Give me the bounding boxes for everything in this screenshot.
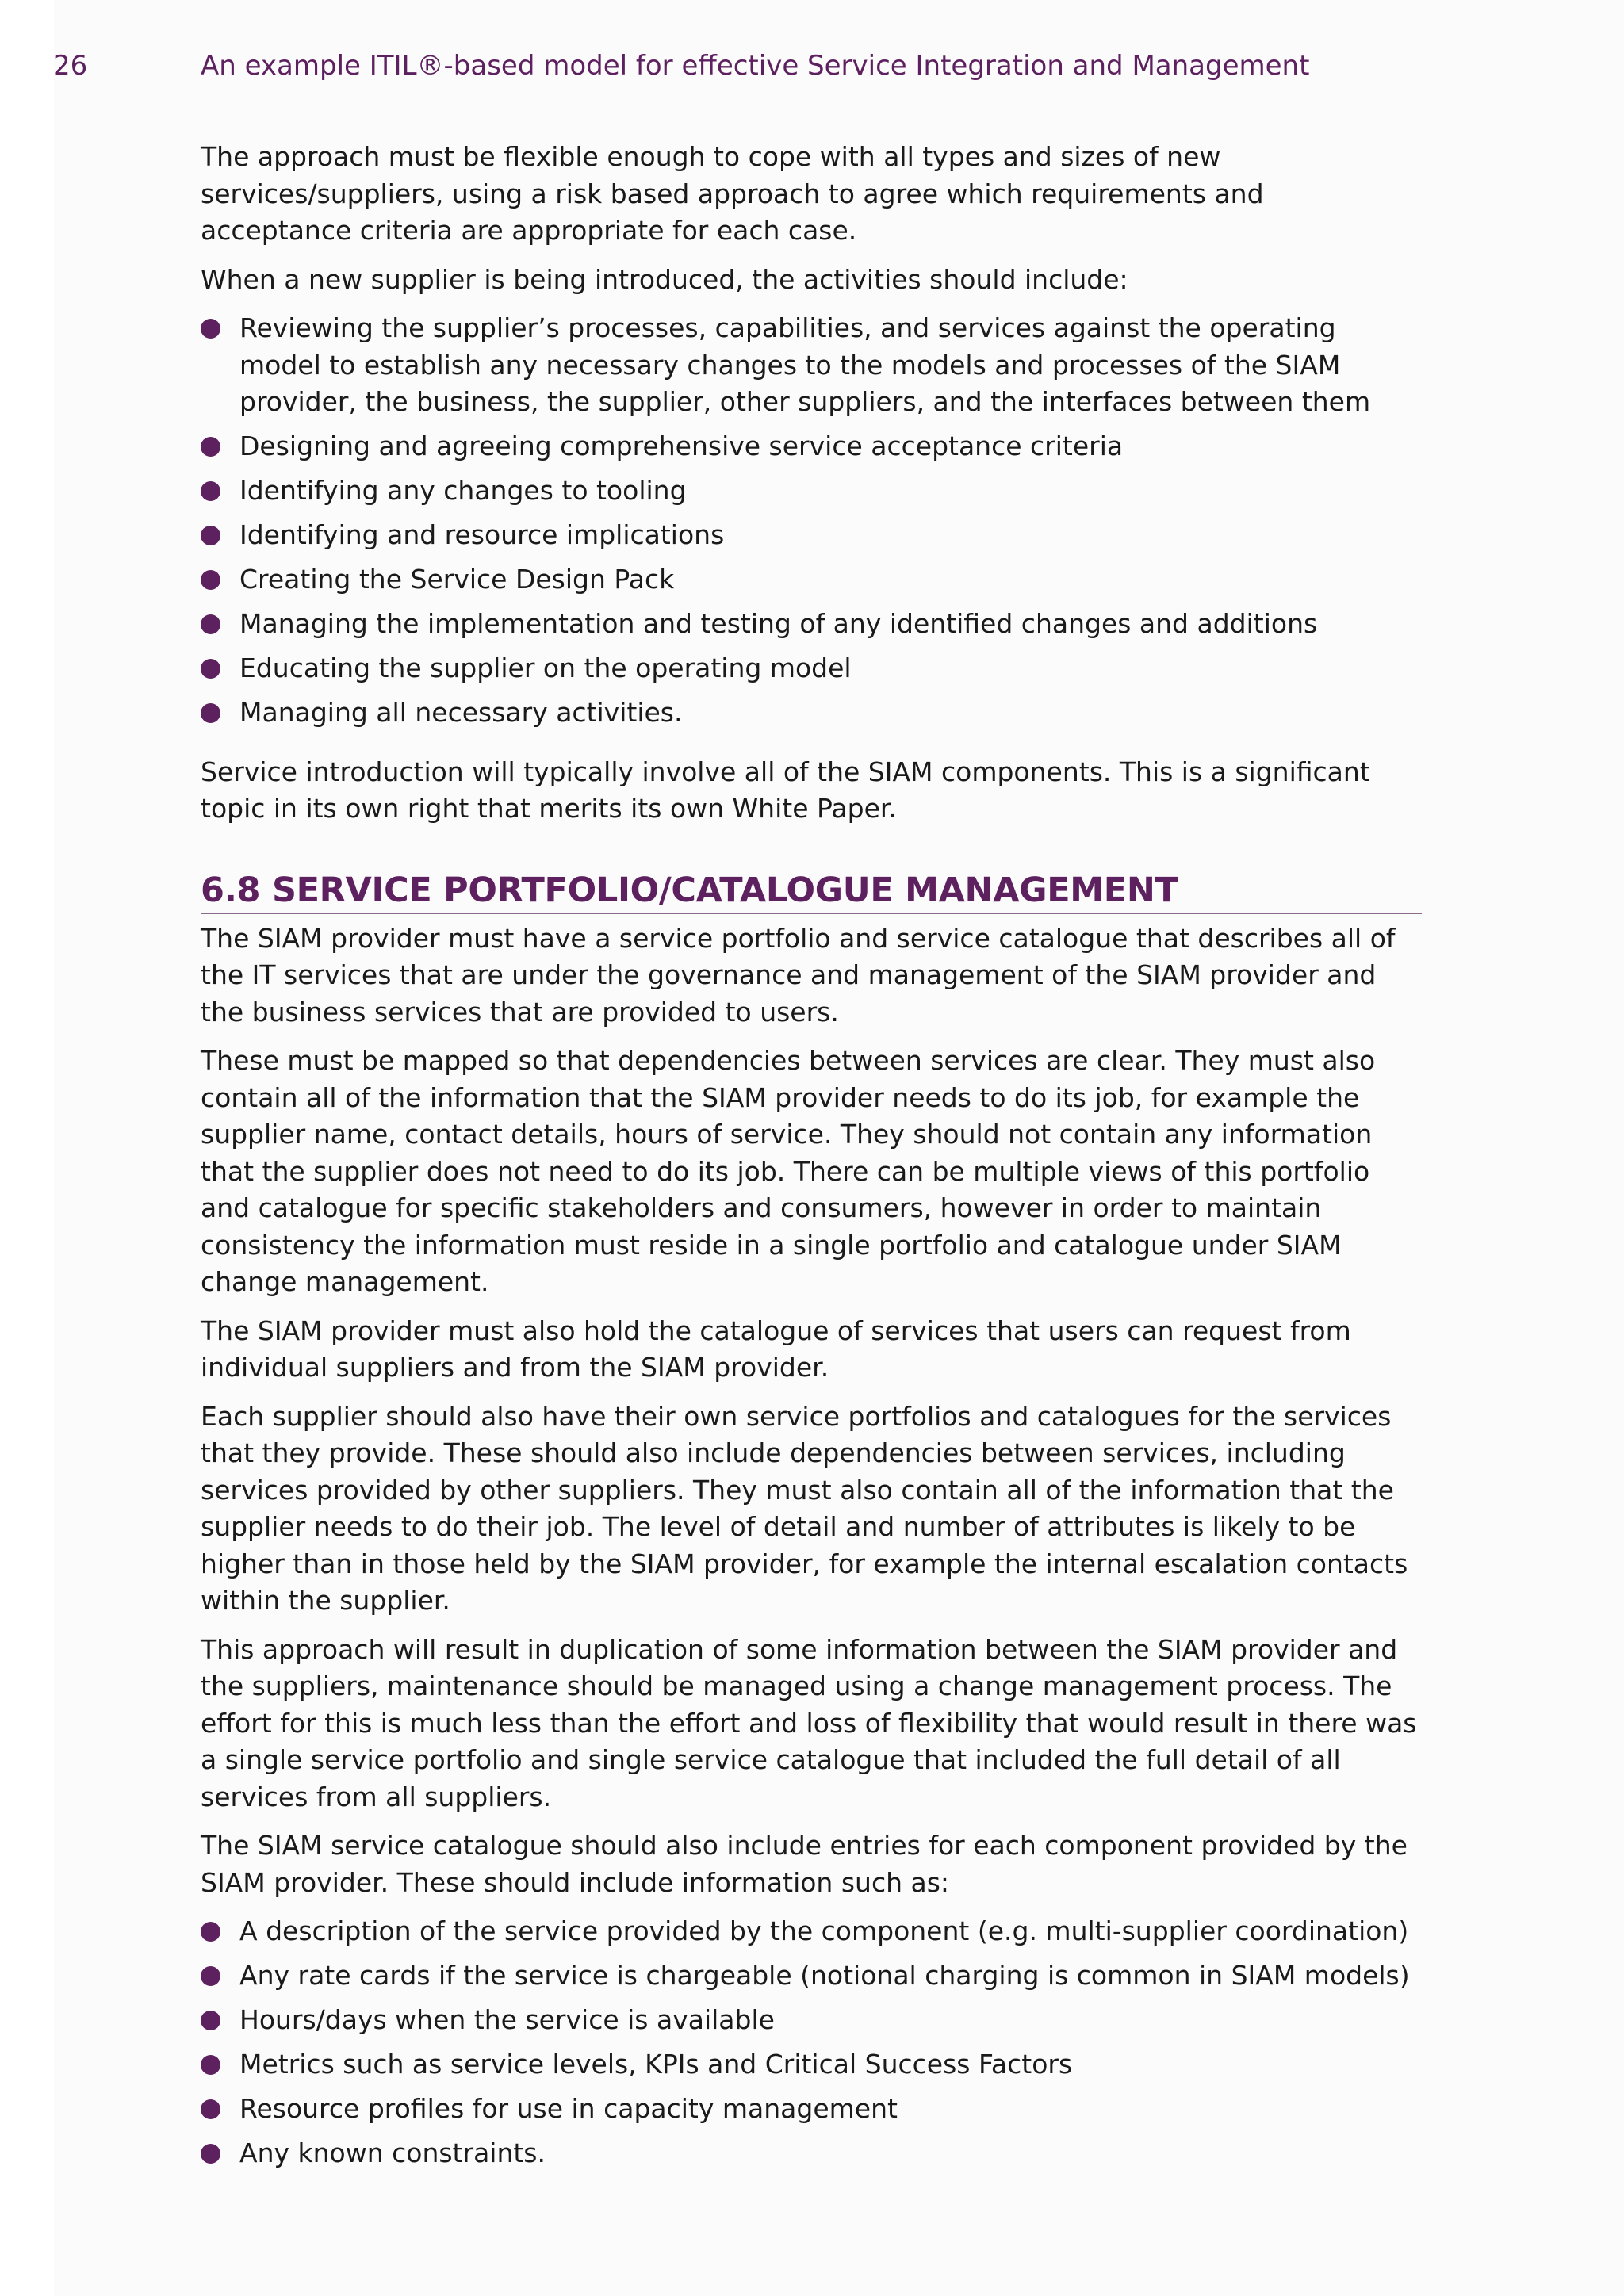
list-item [201, 517, 1422, 554]
bullet-icon [201, 1966, 220, 1986]
section-paragraph-3: The SIAM provider must also hold the catalogue of services that users can request from individual suppliers and from the SIAM provider. [201, 1314, 1351, 1383]
list-item [201, 2002, 1422, 2039]
section-paragraph-6: The SIAM service catalogue should also include entries for each component provided by the SIAM provider. These should include information such as: [201, 1830, 1408, 1898]
bullet-icon [201, 319, 220, 339]
list-item-text: A description of the service provided by the component (e.g. multi-supplier coordination) [239, 1915, 1409, 1946]
catalogue-entries-list [201, 1913, 1422, 2172]
list-item [201, 2135, 1422, 2172]
bullet-icon [201, 526, 220, 545]
list-item-text: Identifying and resource implications [239, 519, 725, 550]
list-item-text: Identifying any changes to tooling [239, 475, 687, 506]
bullet-icon [201, 570, 220, 590]
list-item [201, 650, 1422, 687]
bullet-icon [201, 2011, 220, 2030]
list-item-text: Any known constraints. [239, 2137, 546, 2168]
supplier-activities-list [201, 310, 1422, 732]
list-item-text: Resource profiles for use in capacity management [239, 2093, 898, 2124]
bullet-icon [201, 2099, 220, 2119]
section-paragraph-1: The SIAM provider must have a service portfolio and service catalogue that describes all of the IT services that are under the governance and management of the SIAM provider and the business services that are provided to users. [201, 922, 1396, 1027]
list-item-text: Hours/days when the service is available [239, 2004, 775, 2035]
section-paragraph-5: This approach will result in duplication of some information between the SIAM provider and the suppliers, maintenance should be managed using a change management process. The effort for this is much less than the effort and loss of flexibility that would result in there was a single service portfolio and single service catalogue that included the full detail of all services from all suppliers. [201, 1633, 1417, 1812]
list-item-text: Educating the supplier on the operating model [239, 652, 852, 683]
section-divider [201, 913, 1422, 914]
list-item-text: Creating the Service Design Pack [239, 564, 675, 595]
running-title: An example ITIL®-based model for effective Service Integration and Management [201, 50, 1310, 82]
bullet-icon [201, 614, 220, 634]
bullet-icon [201, 2055, 220, 2075]
page-number: 26 [53, 50, 88, 82]
list-item [201, 2091, 1422, 2128]
intro-paragraph-3: Service introduction will typically involve all of the SIAM components. This is a significant topic in its own right that merits its own White Paper. [201, 756, 1370, 824]
list-item-text: Reviewing the supplier’s processes, capabilities, and services against the operating model to establish any necessary changes to the models and processes of the SIAM provider, the business, the supplier, other suppliers, and the interfaces between them [239, 312, 1371, 417]
list-item [201, 2046, 1422, 2084]
bullet-icon [201, 1922, 220, 1942]
bullet-icon [201, 703, 220, 723]
list-item-text: Managing the implementation and testing of any identified changes and additions [239, 608, 1318, 639]
section-paragraph-2: These must be mapped so that dependencies between services are clear. They must also contain all of the information that the SIAM provider needs to do its job, for example the supplier name, contact details, hours of service. They should not contain any information that the supplier does not need to do its job. There can be multiple views of this portfolio and catalogue for specific stakeholders and consumers, however in order to maintain consistency the information must reside in a single portfolio and catalogue under SIAM change management. [201, 1045, 1376, 1297]
page-content [201, 139, 1422, 2195]
bullet-icon [201, 2144, 220, 2164]
list-item [201, 1913, 1422, 1950]
bullet-icon [201, 437, 220, 457]
list-item [201, 695, 1422, 732]
intro-paragraph-1: The approach must be flexible enough to cope with all types and sizes of new services/suppliers, using a risk based approach to agree which requirements and acceptance criteria are appropriate for each case. [201, 141, 1264, 246]
section-heading: 6.8 SERVICE PORTFOLIO/CATALOGUE MANAGEMENT [201, 870, 1178, 910]
list-item [201, 561, 1422, 599]
list-item-text: Metrics such as service levels, KPIs and Critical Success Factors [239, 2049, 1073, 2080]
bullet-icon [201, 659, 220, 679]
intro-paragraph-2: When a new supplier is being introduced, the activities should include: [201, 263, 1128, 295]
list-item [201, 1957, 1422, 1995]
list-item [201, 310, 1422, 421]
section-paragraph-4: Each supplier should also have their own service portfolios and catalogues for the services that they provide. These should also include dependencies between services, including services provided by other suppliers. They must also contain all of the information that the supplier needs to do their job. The level of detail and number of attributes is likely to be higher than in those held by the SIAM provider, for example the internal escalation contacts within the supplier. [201, 1400, 1408, 1616]
list-item-text: Designing and agreeing comprehensive service acceptance criteria [239, 430, 1124, 461]
list-item-text: Managing all necessary activities. [239, 697, 683, 728]
page-header [0, 48, 1624, 84]
list-item [201, 428, 1422, 465]
bullet-icon [201, 481, 220, 501]
list-item [201, 473, 1422, 510]
list-item-text: Any rate cards if the service is chargeable (notional charging is common in SIAM models) [239, 1960, 1410, 1991]
list-item [201, 606, 1422, 643]
